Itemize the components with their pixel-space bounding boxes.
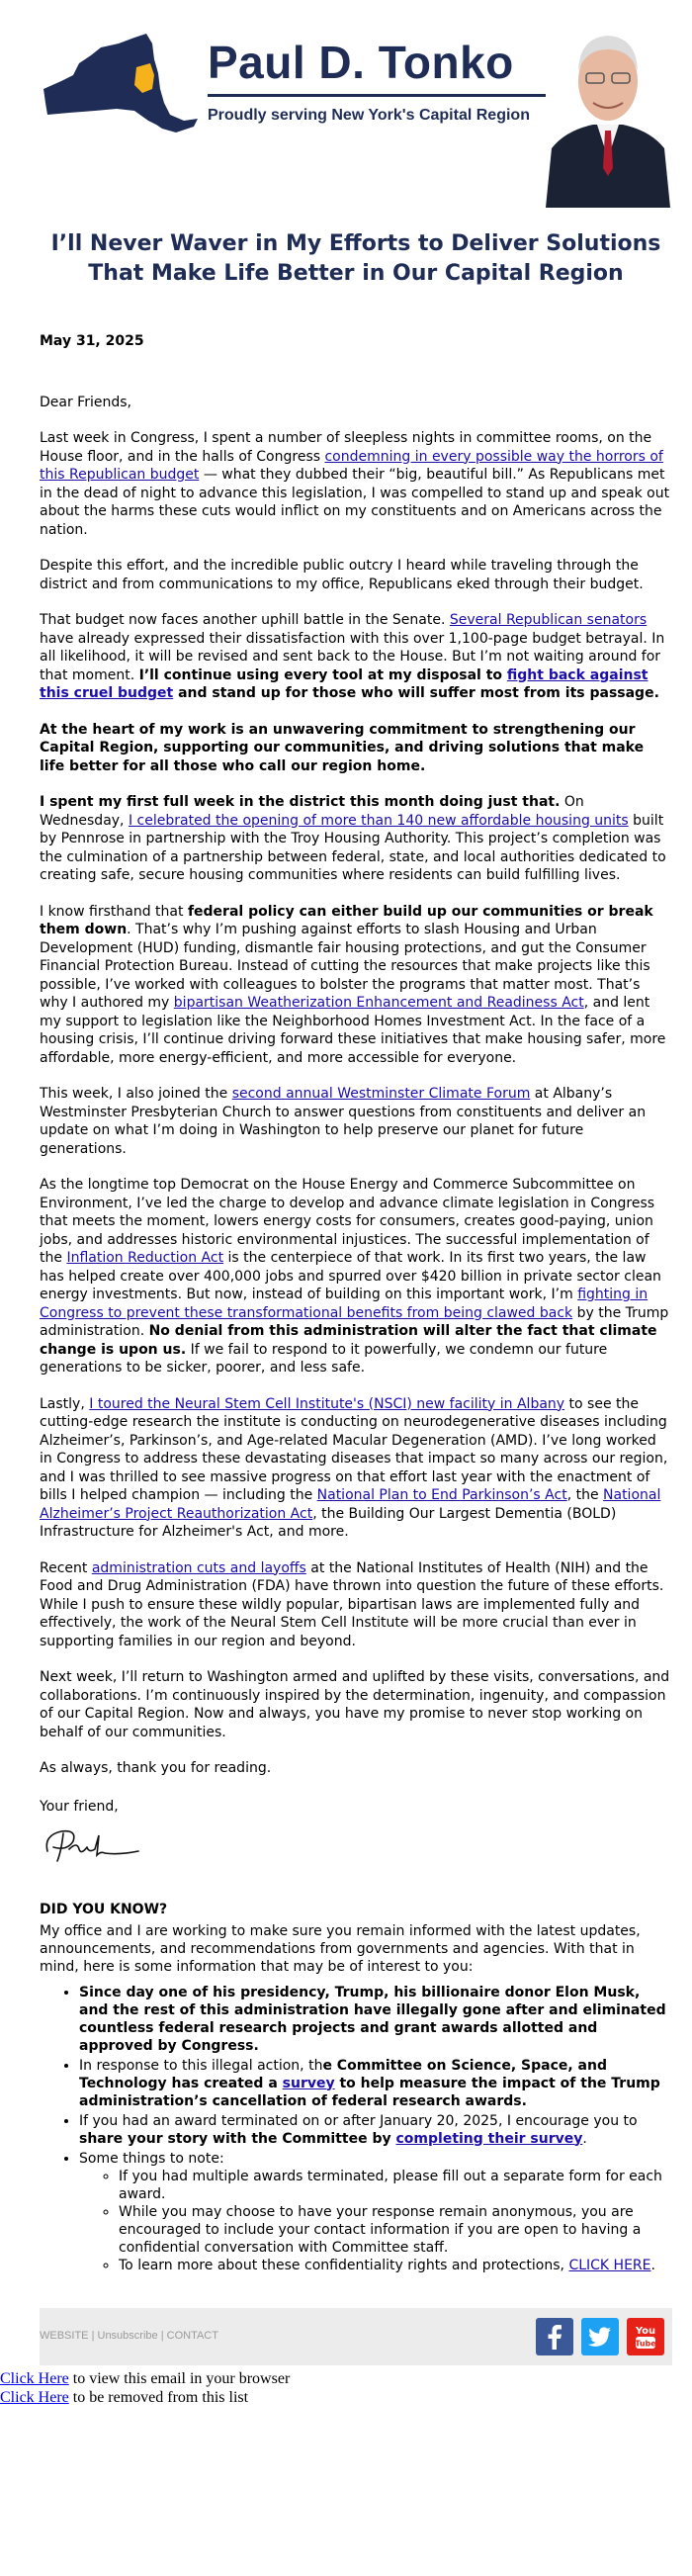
text: Lastly, (40, 1395, 90, 1412)
text: I’ll continue using every tool at my disposal to (138, 666, 507, 683)
text: If we fail to respond to it powerfully, we condemn our future generations to be sicker, poorer, and less safe. (40, 1341, 608, 1376)
bold-text: I spent my first full week in the district this month doing just that. (40, 794, 561, 810)
unsubscribe-link[interactable]: Unsubscribe (97, 2329, 158, 2342)
text: . (650, 2257, 655, 2273)
complete-survey-link[interactable]: completing their survey (395, 2130, 583, 2147)
list-item: ◦ While you may choose to have your response remain anonymous, you are encouraged to include your contact information if you are open to having a confidential conversation with Committee staff. (119, 2203, 672, 2257)
paragraph-9 (40, 1395, 672, 1542)
logo-divider (208, 94, 549, 97)
list-item (79, 1984, 672, 2055)
paragraph-4 (40, 721, 672, 776)
text: This week, I also joined the (40, 1086, 232, 1102)
paragraph-3 (40, 611, 672, 703)
text: built by Pennrose in partnership with the Troy Housing Authority. This project’s completion was the culmination of a partnership between federal, state, and local authorities dedicated to creating safe, secure housing communities where residents can build fulfilling lives. (40, 812, 666, 883)
weatherization-act-link[interactable]: bipartisan Weatherization Enhancement and Readiness Act (173, 995, 584, 1011)
email-meta-links (0, 2369, 692, 2407)
inflation-reduction-act-link[interactable]: Inflation Reduction Act (66, 1250, 224, 1266)
paragraph-8 (40, 1176, 672, 1377)
text: On Wednesday, (40, 794, 584, 829)
cuts-layoffs-link[interactable]: administration cuts and layoffs (91, 1559, 306, 1576)
paragraph-11: Next week, I’ll return to Washington armed and uplifted by these visits, conversations, and collaborations. I’m continuously inspired by the determination, ingenuity, and compassion of our Capital Region. Now and always, you have my promise to never stop working on behalf of our communities. (40, 1669, 670, 1740)
text: and stand up for those who will suffer most from its passage. (173, 685, 659, 701)
representative-name: Paul D. Tonko (208, 37, 514, 88)
view-in-browser-line (0, 2369, 692, 2388)
text: If you had an award terminated on or after January 20, 2025, I encourage you to (79, 2112, 638, 2129)
text: to view this email in your browser (68, 2369, 291, 2387)
clawback-link[interactable]: fighting in Congress to prevent these transformational benefits from being clawed back (40, 1287, 649, 1321)
facebook-icon[interactable] (536, 2318, 573, 2355)
youtube-icon[interactable] (627, 2318, 664, 2355)
closing: Your friend, (40, 1798, 119, 1815)
text: e Committee on Science, Space, and Technology has created a (79, 2057, 607, 2091)
bold-text: Since day one of his presidency, Trump, his billionaire donor Elon Musk, and the rest of this administration have illegally gone after and eliminated countless federal research projects and grant awards allotted and approved by Congress. (79, 1984, 666, 2054)
list-item (79, 2057, 672, 2110)
paragraph-12: As always, thank you for reading. (40, 1760, 272, 1776)
housing-units-link[interactable]: I celebrated the opening of more than 140 new affordable housing units (128, 812, 629, 829)
list-item: ◦ If you had multiple awards terminated, please fill out a separate form for each award. (119, 2168, 672, 2203)
paragraph-1 (40, 429, 672, 539)
footer-links (40, 2330, 218, 2342)
republican-senators-link[interactable]: Several Republican senators (449, 612, 648, 628)
remove-from-list-line (0, 2388, 692, 2407)
text: to be removed from this list (68, 2388, 249, 2406)
paragraph-7 (40, 1085, 672, 1158)
text: , and lent my support to legislation like the Neighborhood Homes Investment Act. In the face of a housing crisis, I’ll continue driving forward these initiatives that make housing safer, more affordable, more energy-efficient, and more accessible for everyone. (40, 995, 666, 1066)
nsci-tour-link[interactable]: I toured the Neural Stem Cell Institute's (NSCI) new facility in Albany (89, 1395, 565, 1412)
notes-sublist (79, 2168, 672, 2274)
text: by the Trump administration. (40, 1304, 669, 1339)
climate-forum-link[interactable]: second annual Westminster Climate Forum (231, 1086, 531, 1102)
email-container (40, 0, 672, 2365)
newsletter-date: May 31, 2025 (40, 333, 144, 349)
newsletter-headline: I’ll Never Waver in My Efforts to Deliver Solutions That Make Life Better in Our Capital Region (50, 231, 661, 286)
text: Recent (40, 1559, 92, 1576)
twitter-icon[interactable] (581, 2318, 619, 2355)
parkinsons-act-link[interactable]: National Plan to End Parkinson’s Act (316, 1487, 567, 1503)
text: have already expressed their dissatisfaction with this over 1,100-page budget betrayal. In all likelihood, it will be revised and sent back to the House. But I’m not waiting around for that moment. (40, 630, 665, 683)
did-you-know-intro: My office and I are working to make sure you remain informed with the latest updates, announcements, and recommendations from governments and agencies. With that in mind, here is some information that may be of interest to you: (40, 1922, 641, 1975)
paragraph-10 (40, 1559, 672, 1651)
text: — what they dubbed their “big, beautiful bill.” As Republicans met in the dead of night to advance this legislation, I was compelled to stand up and speak out about the harms these cuts would inflict on my constituents and on Americans across the nation. (40, 467, 670, 538)
new-york-state-map (40, 30, 208, 138)
paragraph-2: Despite this effort, and the incredible public outcry I heard while traveling through the district and from communications to my office, Republicans eked through their budget. (40, 558, 644, 592)
list-item (79, 2112, 672, 2148)
website-link[interactable]: WEBSITE (40, 2329, 89, 2342)
text: to help measure the impact of the Trump administration’s cancellation of federal research awards. (79, 2075, 660, 2109)
contact-link[interactable]: CONTACT (166, 2329, 218, 2342)
text: That budget now faces another uphill battle in the Senate. (40, 612, 450, 628)
greeting: Dear Friends, (40, 395, 131, 410)
bold-text (79, 2131, 582, 2147)
did-you-know-heading: DID YOU KNOW? (40, 1901, 168, 1917)
social-icons (536, 2318, 664, 2355)
bold-text: At the heart of my work is an unwavering commitment to strengthening our Capital Region, supporting our communities, and driving solutions that make life better for all those who call our region home. (40, 721, 645, 774)
text: at Albany’s Westminster Presbyterian Church to answer questions from constituents and deliver an update on what I’m doing in Washington to help preserve our planet for future generations. (40, 1086, 647, 1157)
separator: | (88, 2329, 98, 2342)
text: , the Building Our Largest Dementia (BOLD) Infrastructure for Alzheimer's Act, and more. (40, 1505, 617, 1540)
fight-back-link[interactable]: fight back against this cruel budget (40, 666, 649, 701)
svg-text:Tube: Tube (635, 2339, 656, 2348)
text: , the (566, 1487, 604, 1503)
header-banner (40, 0, 672, 208)
list-item (79, 2150, 672, 2274)
alzheimers-act-link[interactable]: National Alzheimer’s Project Reauthorization Act (40, 1487, 661, 1522)
text: In response to this illegal action, th (79, 2057, 323, 2074)
bold-text: No denial from this administration will alter the fact that climate change is upon us. (40, 1323, 657, 1358)
text: Some things to note: (79, 2150, 224, 2167)
text: To learn more about these confidentiality rights and protections, (119, 2257, 569, 2273)
text: at the National Institutes of Health (NIH) and the Food and Drug Administration (FDA) have thrown into question the future of these efforts. While I push to ensure these wildly popular, bipartisan laws are implemented fully and effectively, the work of the Neural Stem Cell Institute will be more crucial than ever in supporting families in our region and beyond. (40, 1559, 664, 1649)
logo-tagline: Proudly serving New York's Capital Region (208, 107, 530, 124)
text: share your story with the Committee by (79, 2130, 396, 2147)
text: . That’s why I’m pushing against efforts to slash Housing and Urban Development (HUD) funding, dismantle fair housing protections, and gut the Consumer Financial Protection Bureau. Instead of cutting the resources that make projects like this possible, I’ve worked with colleagues to bolster the programs that matter most. That’s why I authored my (40, 922, 650, 1011)
text: to see the cutting-edge research the institute is conducting on neurodegenerative diseases including Alzheimer’s, Parkinson’s, and Age-related Macular Degeneration (AMD). I’ve long worked in Congress to address these devastating diseases that impact so many across our region, and I was thrilled to see massive progress on that effort last year with the enactment of bills I helped champion — including the (40, 1395, 668, 1503)
text: Last week in Congress, I spent a number of sleepless nights in committee rooms, on the House floor, and in the halls of Congress (40, 430, 652, 465)
remove-from-list-link[interactable]: Click Here (0, 2388, 69, 2406)
separator: | (157, 2329, 167, 2342)
paragraph-6 (40, 903, 672, 1068)
email-footer (40, 2308, 672, 2365)
budget-condemnation-link[interactable]: condemning in every possible way the horrors of this Republican budget (40, 448, 663, 483)
view-in-browser-link[interactable]: Click Here (0, 2369, 69, 2387)
svg-text:You: You (635, 2325, 656, 2337)
did-you-know-list (40, 1984, 672, 2274)
survey-link[interactable]: survey (282, 2075, 335, 2091)
signature-image (40, 1821, 672, 1865)
bold-text: federal policy can either build up our communities or break them down (40, 903, 653, 937)
representative-photo (546, 20, 670, 208)
text: is the centerpiece of that work. In its first two years, the law has helped create over 400,000 jobs and spurred over $420 billion in private sector clean energy investments. But now, instead of building on this important work, I’m (40, 1250, 661, 1302)
text: As the longtime top Democrat on the House Energy and Commerce Subcommittee on Environment, I’ve led the charge to develop and advance climate legislation in Congress that meets the moment, lowers energy costs for consumers, creates good-paying, union jobs, and addresses historic environmental injustices. The successful implementation of the (40, 1177, 655, 1266)
paragraph-5 (40, 793, 672, 885)
text: I know firsthand that (40, 903, 188, 920)
list-item (119, 2257, 672, 2274)
text: . (582, 2130, 587, 2147)
click-here-link[interactable]: CLICK HERE (568, 2257, 651, 2273)
